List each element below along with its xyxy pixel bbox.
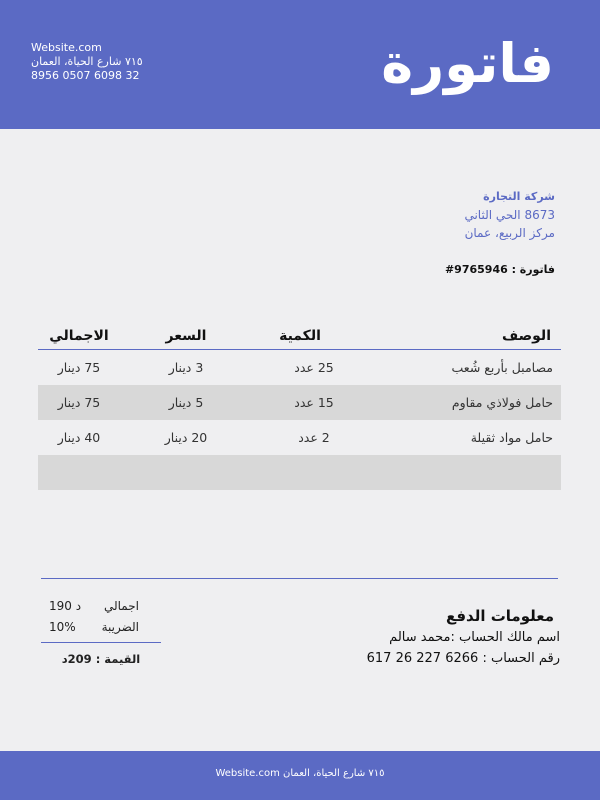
payment-account-number: رقم الحساب : 6266 227 26 617 — [366, 651, 560, 666]
row-total: 40 دينار — [57, 430, 101, 445]
company-name: شركة التجارة — [483, 190, 555, 203]
row-quantity: 15 عدد — [294, 395, 334, 410]
summary-tax-row — [41, 617, 161, 638]
header-phone: 8956 0507 6098 32 — [31, 69, 140, 82]
invoice-number — [445, 263, 555, 276]
payment-account-name: اسم مالك الحساب :محمد سالم — [389, 630, 560, 645]
header-website[interactable]: Website.com — [31, 41, 102, 54]
header-description: الوصف — [501, 328, 551, 344]
invoice-number-text: فاتورة : 9765946# — [444, 263, 555, 276]
header-total: الاجمالي — [49, 328, 109, 344]
row-total: 75 دينار — [57, 360, 101, 375]
invoice-title: فاتورة — [381, 32, 554, 95]
row-description: حامل فولاذي مقاوم — [451, 395, 553, 410]
row-total: 75 دينار — [57, 395, 101, 410]
payment-title: معلومات الدفع — [445, 607, 554, 625]
company-address-line2: مركز الربيع، عمان — [464, 226, 555, 240]
row-price: 3 دينار — [168, 360, 204, 375]
table-row — [38, 420, 561, 455]
table-header — [38, 323, 561, 350]
company-address-line1: 8673 الحي الثاني — [464, 208, 555, 222]
summary-tax-label: الضريبة — [101, 620, 139, 634]
row-price: 20 دينار — [164, 430, 208, 445]
row-description: حامل مواد ثقيلة — [470, 430, 553, 445]
header-contact — [31, 41, 143, 83]
summary-amount: القيمة : 209د — [61, 652, 141, 666]
summary-divider — [41, 642, 161, 643]
row-quantity: 2 عدد — [298, 430, 330, 445]
header-banner — [0, 0, 600, 129]
row-quantity: 25 عدد — [294, 360, 334, 375]
section-divider — [41, 578, 558, 579]
header-price: السعر — [165, 328, 207, 344]
summary-tax-value: 10% — [49, 620, 76, 634]
row-description: مصامبل بأربع شُعب — [451, 360, 553, 375]
header-address: ٧١٥ شارع الحياة، العمان — [31, 55, 143, 68]
footer-banner — [0, 751, 600, 800]
table-row — [38, 350, 561, 385]
payment-info — [367, 606, 560, 669]
items-table — [38, 323, 561, 490]
summary-total-value: 190 د — [49, 599, 82, 613]
header-quantity: الكمية — [279, 328, 321, 344]
summary-total-row — [41, 596, 161, 617]
footer-text: ٧١٥ شارع الحياة، العمان Website.com — [215, 768, 385, 779]
row-price: 5 دينار — [168, 395, 204, 410]
summary-total-label: اجمالي — [103, 599, 139, 613]
totals-summary — [41, 596, 161, 669]
table-row — [38, 385, 561, 420]
table-row-empty — [38, 455, 561, 490]
company-info — [464, 188, 555, 242]
